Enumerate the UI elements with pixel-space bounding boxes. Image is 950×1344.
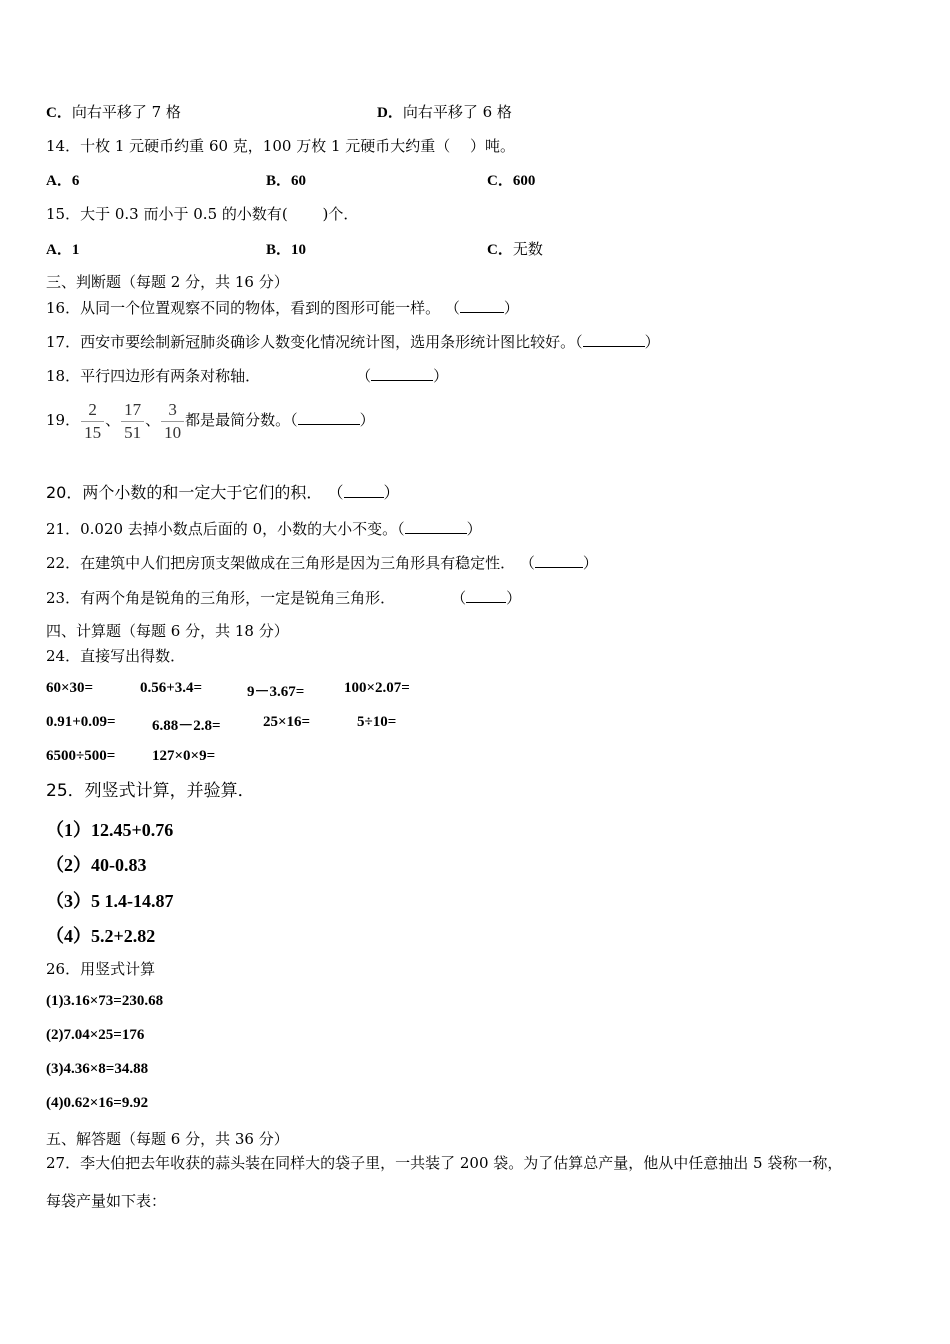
question-text: 直接写出得数．: [80, 647, 186, 665]
paren-close: ）: [644, 333, 660, 351]
question-text: 都是最简分数。: [185, 411, 291, 429]
option-value: 600: [512, 173, 536, 189]
question-text: 列竖式计算，并验算．: [84, 781, 255, 801]
question-18: [46, 366, 448, 386]
answer-blank[interactable]: [466, 588, 506, 603]
option-letter: A．: [46, 173, 72, 189]
question-21: [46, 519, 482, 539]
q14-option-c: [487, 170, 535, 191]
paren-open: （: [575, 333, 583, 351]
question-number: 23．: [46, 589, 81, 607]
question-text: 两个小数的和一定大于它们的积．: [82, 483, 323, 502]
question-text: 李大伯把去年收获的蒜头装在同样大的袋子里，一共装了 200 袋。为了估算总产量，他从中任意抽出 5 袋称一称，: [80, 1154, 843, 1172]
option-value: 6: [71, 173, 80, 189]
answer-blank[interactable]: [298, 410, 360, 425]
question-number: 27．: [46, 1154, 81, 1172]
paren-open: （: [451, 589, 467, 607]
option-value: 10: [291, 242, 307, 258]
question-text: 大于 0.3 而小于 0.5 的小数有( )个．: [80, 205, 359, 223]
question-text: 0.020 去掉小数点后面的 0，小数的大小不变。: [80, 520, 398, 538]
question-number: 22．: [46, 554, 81, 572]
answer-blank[interactable]: [405, 519, 467, 534]
paren-close: ）: [506, 589, 522, 607]
paren-close: ）: [383, 483, 400, 502]
question-14: [46, 136, 515, 156]
answer-blank[interactable]: [583, 332, 645, 347]
option-text: 向右平移了 6 格: [402, 103, 512, 121]
question-27-line-2: 每袋产量如下表：: [46, 1192, 167, 1210]
option-letter: D．: [377, 105, 403, 121]
q26-item-3: (3)4.36×8=34.88: [46, 1061, 149, 1077]
section-4-title: 四、计算题（每题 6 分，共 18 分）: [46, 622, 289, 640]
question-text: 用竖式计算: [80, 960, 156, 978]
option-letter: C．: [487, 173, 513, 189]
question-text: 平行四边形有两条对称轴．: [80, 367, 261, 385]
section-5-title: 五、解答题（每题 6 分，共 36 分）: [46, 1130, 289, 1148]
option-letter: A．: [46, 242, 72, 258]
fraction-2: $\frac{17}{51}$: [121, 401, 144, 442]
q25-item-1: （1）12.45+0.76: [46, 820, 174, 840]
paren-open: （: [356, 367, 372, 385]
paren-open: （: [444, 299, 460, 317]
question-17: [46, 332, 660, 352]
calc-item: 60×30=: [46, 680, 94, 696]
fraction-1: $\frac{2}{15}$: [81, 401, 104, 442]
calc-item: 127×0×9=: [152, 748, 216, 764]
option-value: 无数: [512, 240, 543, 258]
paren-close: ）: [433, 367, 449, 385]
option-letter: C．: [46, 105, 72, 121]
section-3-title: 三、判断题（每题 2 分，共 16 分）: [46, 273, 289, 291]
question-number: 18．: [46, 367, 81, 385]
question-text: 从同一个位置观察不同的物体，看到的图形可能一样。: [80, 299, 441, 317]
q13-option-d: [377, 102, 512, 123]
paren-close: ）: [503, 299, 519, 317]
option-value: 60: [291, 173, 307, 189]
question-number: 17．: [46, 333, 81, 351]
paren-close: ）: [582, 554, 598, 572]
answer-blank[interactable]: [344, 483, 384, 498]
question-number: 19．: [46, 411, 81, 429]
calc-item: 5÷10=: [357, 714, 397, 730]
question-number: 21．: [46, 520, 81, 538]
q25-item-3: （3）5 1.4-14.87: [46, 891, 174, 911]
q26-item-1: (1)3.16×73=230.68: [46, 993, 164, 1009]
question-number: 26．: [46, 960, 81, 978]
option-letter: B．: [266, 242, 292, 258]
question-number: 16．: [46, 299, 81, 317]
question-25: [46, 781, 255, 801]
question-text: 在建筑中人们把房顶支架做成在三角形是因为三角形具有稳定性．: [80, 554, 516, 572]
fraction-3: $\frac{3}{10}$: [161, 401, 184, 442]
answer-blank[interactable]: [460, 298, 504, 313]
calc-item: 6.88－2.8=: [152, 718, 221, 734]
option-value: 1: [71, 242, 80, 258]
q14-option-b: [266, 170, 306, 191]
question-number: 15．: [46, 205, 81, 223]
paren-open: （: [397, 520, 405, 538]
calc-item: 6500÷500=: [46, 748, 116, 764]
calc-item: 100×2.07=: [344, 680, 410, 696]
question-23: [46, 588, 521, 608]
question-text: 有两个角是锐角的三角形，一定是锐角三角形．: [80, 589, 396, 607]
paren-open: （: [327, 483, 344, 502]
question-number: 20．: [46, 483, 83, 502]
question-text: 十枚 1 元硬币约重 60 克，100 万枚 1 元硬币大约重（ ）吨。: [80, 137, 516, 155]
calc-item: 0.56+3.4=: [140, 680, 203, 696]
question-15: [46, 204, 358, 224]
question-19: [46, 400, 375, 442]
separator: 、: [105, 411, 121, 429]
question-number: 25．: [46, 781, 85, 801]
answer-blank[interactable]: [535, 553, 583, 568]
q26-item-2: (2)7.04×25=176: [46, 1027, 145, 1043]
question-24: [46, 646, 185, 666]
paren-close: ）: [359, 411, 375, 429]
calc-item: 0.91+0.09=: [46, 714, 116, 730]
question-16: [46, 298, 519, 318]
question-text: 西安市要绘制新冠肺炎确诊人数变化情况统计图，选用条形统计图比较好。: [80, 333, 576, 351]
option-letter: B．: [266, 173, 292, 189]
question-number: 24．: [46, 647, 81, 665]
option-letter: C．: [487, 242, 513, 258]
paren-open: （: [519, 554, 535, 572]
q14-option-a: [46, 170, 79, 191]
q26-item-4: (4)0.62×16=9.92: [46, 1095, 149, 1111]
q25-item-2: （2）40-0.83: [46, 855, 147, 875]
q15-option-a: [46, 239, 79, 260]
q15-option-b: [266, 239, 306, 260]
question-number: 14．: [46, 137, 81, 155]
separator: 、: [145, 411, 161, 429]
calc-item: 25×16=: [263, 714, 311, 730]
question-20: [46, 483, 400, 503]
paren-close: ）: [466, 520, 482, 538]
question-22: [46, 553, 598, 573]
calc-item: 9－3.67=: [247, 684, 305, 700]
answer-blank[interactable]: [371, 366, 433, 381]
q25-item-4: （4）5.2+2.82: [46, 926, 156, 946]
paren-open: （: [290, 411, 298, 429]
option-text: 向右平移了 7 格: [71, 103, 181, 121]
q15-option-c: [487, 239, 543, 260]
question-26: [46, 959, 155, 979]
question-27: [46, 1153, 842, 1173]
q13-option-c: [46, 102, 181, 123]
